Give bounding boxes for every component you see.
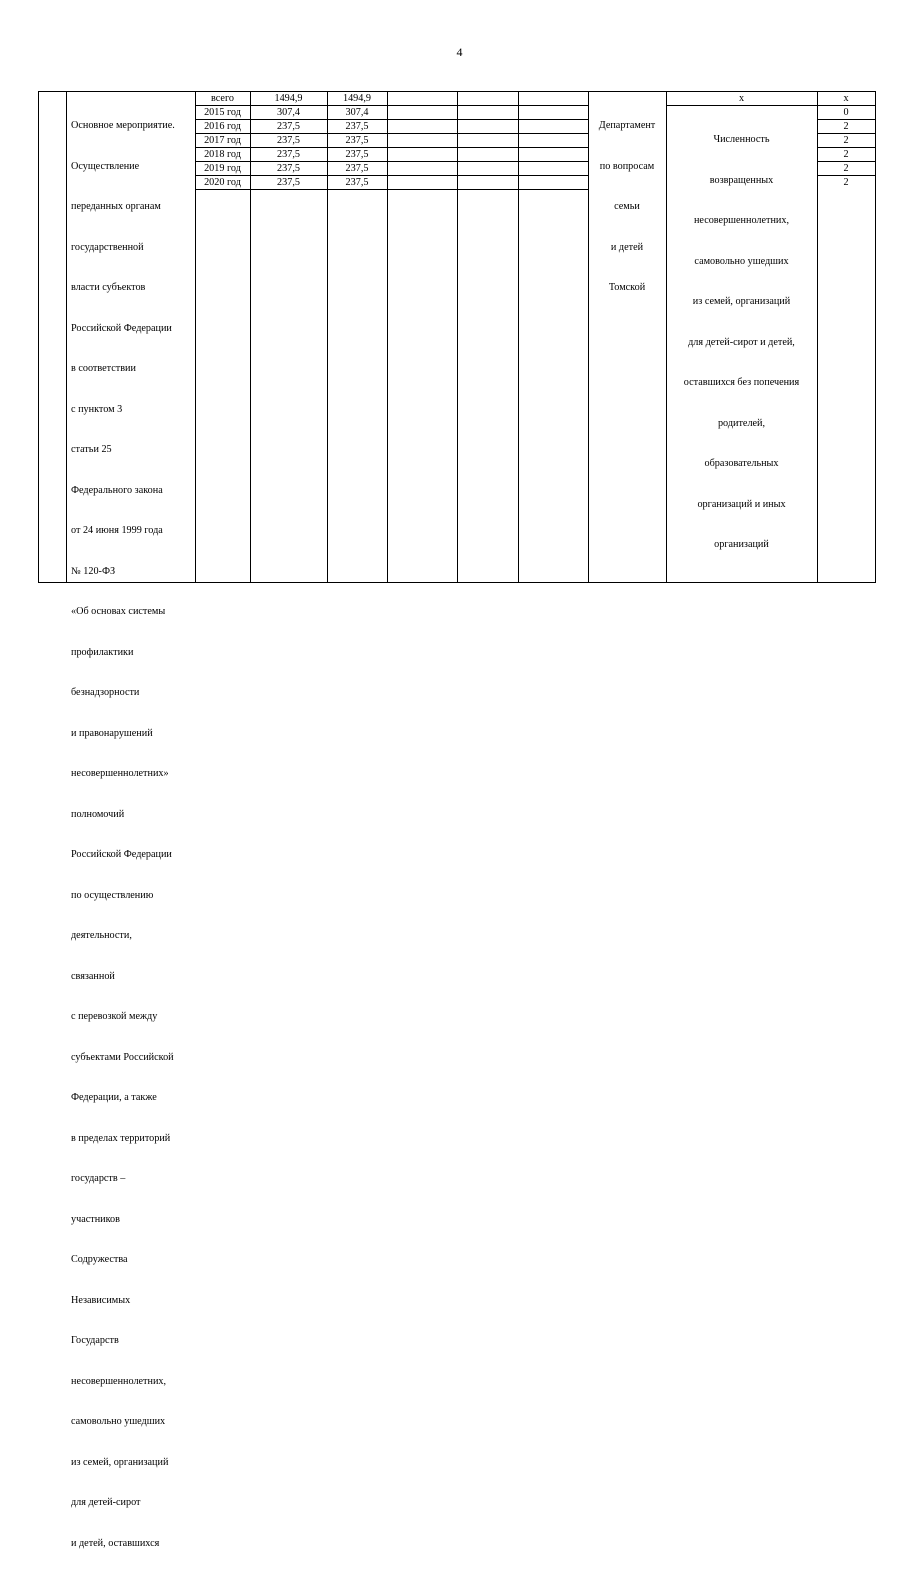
funding-period: 2018 год (204, 149, 241, 160)
event-line: участников (71, 1213, 120, 1225)
funding-total: 237,5 (277, 149, 300, 160)
funding-federal: 237,5 (345, 121, 369, 132)
event-description (71, 92, 193, 1577)
funding-total: 237,5 (277, 121, 300, 132)
indicator-value: 0 (843, 107, 849, 118)
event-line: государственной (71, 241, 144, 253)
column-border (387, 92, 388, 582)
event-line: Осуществление (71, 160, 140, 172)
funding-period: 2019 год (204, 163, 241, 174)
funding-federal: 237,5 (345, 149, 369, 160)
event-line: из семей, организаций (71, 1456, 169, 1468)
indicator-value: 2 (843, 135, 849, 146)
event-line: Федерации, а также (71, 1092, 157, 1103)
executor-line: по вопросам (599, 160, 655, 172)
executor-line: Департамент (598, 120, 656, 131)
event-line: Российской Федерации (71, 322, 172, 334)
event-line: от 24 июня 1999 года (71, 525, 163, 536)
indicator-line: из семей, организаций (692, 296, 791, 307)
column-border (518, 92, 519, 582)
program-table (38, 91, 876, 1549)
event-line: полномочий (71, 808, 125, 820)
funding-federal: 237,5 (345, 177, 369, 188)
event-line: в соответствии (71, 363, 136, 374)
column-border (38, 92, 39, 582)
event-line: и детей, оставшихся (71, 1537, 160, 1549)
column-border (457, 92, 458, 582)
event-line: государств – (71, 1173, 126, 1184)
indicator-line: Численность (713, 134, 770, 145)
event-line: Основное мероприятие. (71, 120, 175, 131)
event-line: безнадзорности (71, 687, 140, 698)
indicator-line: возвращенных (709, 174, 774, 186)
indicator-line: организаций (714, 539, 769, 550)
event-line: субъектами Российской (71, 1051, 174, 1063)
funding-period: 2017 год (204, 135, 241, 146)
funding-total: 1494,9 (274, 93, 303, 104)
funding-federal: 1494,9 (342, 93, 371, 104)
event-line: в пределах территорий (71, 1132, 171, 1144)
indicator-line: организаций и иных (697, 498, 786, 510)
indicator-value: 2 (843, 149, 849, 160)
indicator-line: родителей, (717, 417, 766, 429)
funding-federal: 237,5 (345, 163, 369, 174)
indicator-value: 2 (843, 177, 849, 188)
event-line: Содружества (71, 1254, 128, 1265)
executor-line: и детей (610, 241, 644, 253)
indicator-line: несовершеннолетних, (693, 215, 790, 226)
indicator-line: для детей-сирот и детей, (688, 336, 795, 348)
event-line: деятельности, (71, 930, 132, 941)
funding-period: 2015 год (204, 107, 241, 118)
event-line: с перевозкой между (71, 1011, 158, 1022)
executor-line: семьи (614, 201, 640, 212)
event-line: Российской Федерации (71, 849, 172, 860)
indicator-value: 2 (843, 163, 849, 174)
event-line: Независимых (71, 1294, 131, 1306)
event-line: несовершеннолетних» (71, 768, 169, 779)
funding-period: всего (211, 93, 234, 104)
funding-period: 2016 год (204, 121, 241, 132)
indicator-header: х (738, 93, 745, 104)
event-line: № 120-ФЗ (71, 565, 116, 577)
indicator-line: образовательных (704, 458, 779, 469)
event-line: с пунктом 3 (71, 403, 123, 415)
funding-period: 2020 год (204, 177, 241, 188)
event-line: связанной (71, 970, 115, 982)
indicator-description (666, 106, 817, 579)
indicator-value: х (843, 93, 849, 104)
executor-line: Томской (608, 282, 646, 293)
event-line: «Об основах системы (71, 606, 166, 617)
event-line: несовершеннолетних, (71, 1375, 167, 1387)
event-line: самовольно ушедших (71, 1416, 166, 1427)
funding-total: 237,5 (277, 163, 300, 174)
event-line: статьи 25 (71, 444, 112, 455)
event-line: профилактики (71, 646, 134, 658)
funding-total: 237,5 (277, 177, 300, 188)
funding-total: 237,5 (277, 135, 300, 146)
event-line: Государств (71, 1335, 119, 1346)
page-number: 4 (456, 45, 463, 59)
event-line: переданных органам (71, 201, 161, 212)
event-line: для детей-сирот (71, 1497, 141, 1508)
executor (588, 92, 666, 322)
event-line: Федерального закона (71, 484, 163, 496)
event-line: по осуществлению (71, 889, 154, 901)
event-line: власти субъектов (71, 282, 146, 293)
indicator-line: самовольно ушедших (694, 255, 789, 267)
column-border (66, 92, 67, 582)
column-border (875, 92, 876, 582)
funding-federal: 307,4 (345, 107, 369, 118)
event-line: и правонарушений (71, 727, 153, 739)
indicator-line: оставшихся без попечения (683, 377, 800, 388)
indicator-value: 2 (843, 121, 849, 132)
funding-federal: 237,5 (345, 135, 369, 146)
funding-total: 307,4 (277, 107, 300, 118)
